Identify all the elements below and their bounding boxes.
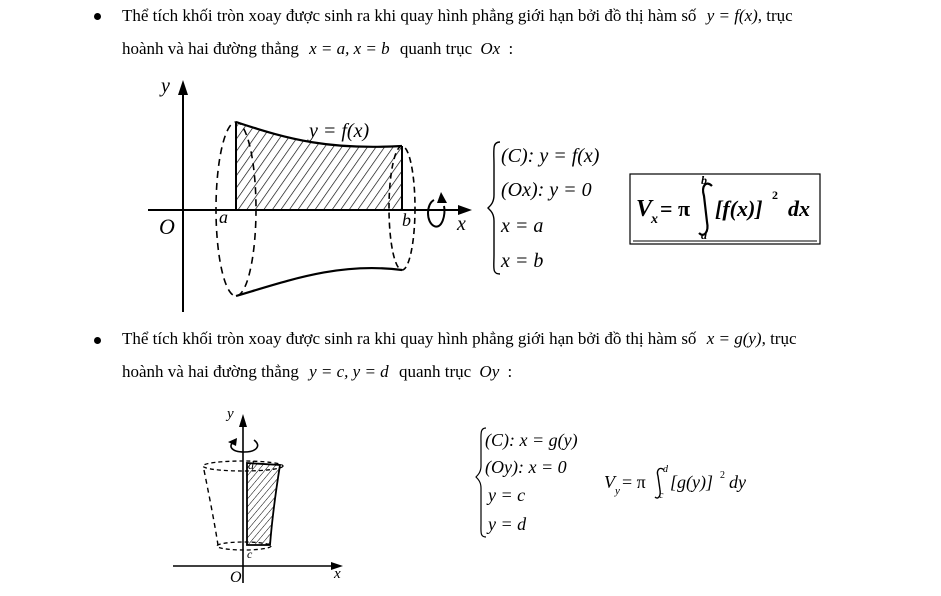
formula2-lower: c (659, 490, 664, 501)
formula2-power: 2 (720, 470, 725, 481)
fig1-rotation-arrow-icon (437, 192, 447, 203)
section2-line2-tail: quanh trục (398, 362, 472, 381)
section1-line1-math: y = f(x) (706, 6, 758, 25)
system1-eq-1: (C): y = f(x) (501, 145, 600, 167)
system2-eq-1: (C): x = g(y) (485, 430, 578, 450)
fig1-label-x: x (457, 213, 466, 235)
system2-eq-4: y = d (488, 514, 527, 534)
fig2-label-y: y (227, 406, 234, 422)
fig1-label-origin: O (159, 214, 175, 239)
formula2-upper: d (663, 464, 668, 475)
fig1-y-arrow-icon (178, 80, 188, 95)
system-1 (488, 142, 600, 274)
fig1-rotation-icon (428, 200, 445, 227)
section2-line1-text: Thể tích khối tròn xoay được sinh ra khi quay hình phẳng giới hạn bởi đồ thị hàm số (122, 329, 697, 348)
formula2-dy: dy (729, 472, 746, 492)
formula-1 (630, 173, 820, 244)
formula2-integrand: [g(y)] (670, 472, 713, 492)
fig2-label-d: d (248, 458, 254, 472)
section2-line2-math: y = c, y = d (309, 362, 389, 381)
formula2-V: V (604, 472, 615, 492)
fig2-label-c: c (247, 547, 253, 561)
section1-line1-text: Thể tích khối tròn xoay được sinh ra khi quay hình phẳng giới hạn bởi đồ thị hàm số (122, 6, 697, 25)
fig2-hatched-region (247, 463, 280, 545)
formula2-eq: = π (622, 472, 646, 492)
formula1-upper: b (701, 173, 707, 187)
formula-2 (604, 464, 746, 501)
fig1-label-a: a (219, 207, 228, 227)
figure-2-graph (173, 406, 343, 586)
section1-line2-end: : (508, 39, 514, 58)
fig1-label-curve: y = f(x) (309, 120, 370, 142)
section2-line1-tail: , trục (761, 329, 797, 348)
system-2 (476, 428, 578, 537)
section2-line1-math: x = g(y) (706, 329, 762, 348)
system2-eq-3: y = c (488, 485, 526, 505)
fig2-rotation-arrow-icon (228, 438, 237, 446)
formula1-power: 2 (772, 188, 778, 202)
system1-eq-3: x = a (501, 215, 544, 237)
section2-line2-end: : (507, 362, 513, 381)
section1-line2-math: x = a, x = b (309, 39, 390, 58)
formula1-V: V (636, 196, 653, 222)
fig1-label-b: b (402, 210, 411, 230)
fig2-reflected-curve (204, 470, 218, 545)
system1-eq-4: x = b (501, 250, 544, 272)
system1-brace-icon (488, 142, 500, 274)
formula1-eq: = π (660, 196, 691, 221)
formula1-sub: x (651, 212, 658, 227)
formula1-integrand: [f(x)] (715, 196, 763, 221)
section1-line2-tail: quanh trục (399, 39, 473, 58)
fig2-label-origin: O (230, 569, 242, 586)
formula1-dx: dx (788, 196, 810, 221)
section2-line2-text: hoành và hai đường thẳng (122, 362, 299, 381)
formula1-lower: a (701, 228, 707, 242)
figure-1-graph (148, 75, 472, 312)
fig2-y-arrow-icon (239, 414, 247, 427)
section1-line2-text: hoành và hai đường thẳng (122, 39, 299, 58)
system2-eq-2: (Oy): x = 0 (485, 457, 567, 477)
fig2-label-x: x (334, 566, 341, 582)
fig1-reflected-curve (236, 268, 402, 296)
section2-line2-axis: Oy (479, 362, 500, 381)
formula2-sub: y (615, 485, 620, 497)
section1-line2-axis: Ox (480, 39, 501, 58)
fig1-label-y: y (161, 75, 170, 97)
system1-eq-2: (Ox): y = 0 (501, 179, 592, 201)
section1-line1-tail: , trục (757, 6, 793, 25)
